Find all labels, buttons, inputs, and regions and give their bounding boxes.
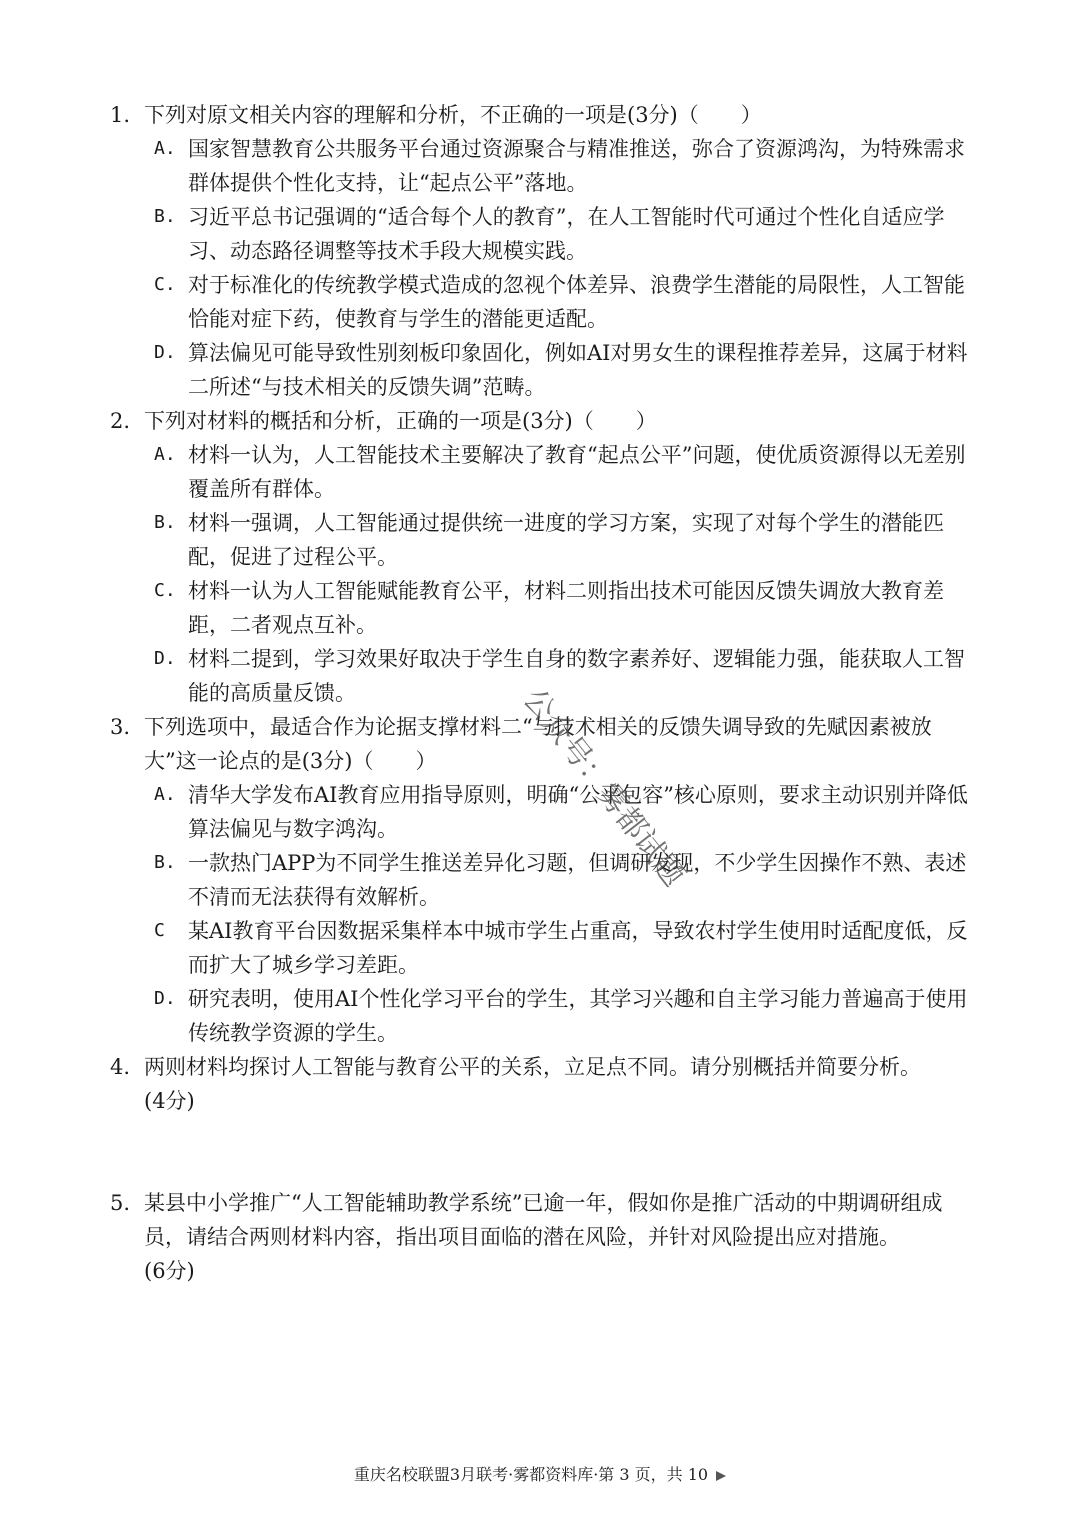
option-b xyxy=(154,846,980,914)
option-text: 材料一认为人工智能赋能教育公平，材料二则指出技术可能因反馈失调放大教育差距，二者观点互补。 xyxy=(188,579,944,637)
option-text: 材料二提到，学习效果好取决于学生自身的数字素养好、逻辑能力强，能获取人工智能的高质量反馈。 xyxy=(188,647,965,705)
arrow-icon xyxy=(716,1471,726,1481)
option-letter: B. xyxy=(154,206,176,227)
question-number: 5. xyxy=(110,1191,131,1215)
option-letter: C xyxy=(154,920,165,941)
option-d xyxy=(154,336,980,404)
option-text: 研究表明，使用AI个性化学习平台的学生，其学习兴趣和自主学习能力普遍高于使用传统教学资源的学生。 xyxy=(188,987,968,1045)
option-a xyxy=(154,438,980,506)
option-letter: D. xyxy=(154,988,176,1009)
question-number: 4. xyxy=(110,1055,131,1079)
option-letter: A. xyxy=(154,444,176,465)
option-c xyxy=(154,268,980,336)
option-letter: B. xyxy=(154,512,176,533)
question-stem: 下列对原文相关内容的理解和分析，不正确的一项是(3分)（ ） xyxy=(144,103,762,127)
question-4 xyxy=(110,1050,980,1118)
question-2 xyxy=(110,404,980,710)
page-footer xyxy=(0,1462,1080,1485)
question-stem: 某县中小学推广“人工智能辅助教学系统”已逾一年，假如你是推广活动的中期调研组成员，请结合两则材料内容，指出项目面临的潜在风险，并针对风险提出应对措施。 xyxy=(144,1191,943,1249)
option-b xyxy=(154,506,980,574)
option-text: 材料一认为，人工智能技术主要解决了教育“起点公平”问题，使优质资源得以无差别覆盖所有群体。 xyxy=(188,443,966,501)
option-letter: A. xyxy=(154,138,176,159)
option-text: 习近平总书记强调的“适合每个人的教育”，在人工智能时代可通过个性化自适应学习、动态路径调整等技术手段大规模实践。 xyxy=(188,205,945,263)
question-stem: 两则材料均探讨人工智能与教育公平的关系，立足点不同。请分别概括并简要分析。 xyxy=(144,1055,921,1079)
watermark-text: 公众号：雾都试题 xyxy=(515,682,692,894)
option-b xyxy=(154,200,980,268)
option-text: 一款热门APP为不同学生推送差异化习题，但调研发现，不少学生因操作不熟、表述不清而无法获得有效解析。 xyxy=(188,851,967,909)
option-d xyxy=(154,982,980,1050)
option-text: 算法偏见可能导致性别刻板印象固化，例如AI对男女生的课程推荐差异，这属于材料二所述“与技术相关的反馈失调”范畴。 xyxy=(188,341,968,399)
option-letter: D. xyxy=(154,648,176,669)
question-number: 2. xyxy=(110,409,131,433)
question-number: 3. xyxy=(110,715,131,739)
option-text: 国家智慧教育公共服务平台通过资源聚合与精准推送，弥合了资源鸿沟，为特殊需求群体提供个性化支持，让“起点公平”落地。 xyxy=(188,137,965,195)
option-letter: D. xyxy=(154,342,176,363)
question-stem: 下列对材料的概括和分析，正确的一项是(3分)（ ） xyxy=(144,409,657,433)
question-5 xyxy=(110,1186,980,1288)
option-a xyxy=(154,778,980,846)
option-text: 某AI教育平台因数据采集样本中城市学生占重高，导致农村学生使用时适配度低，反而扩大了城乡学习差距。 xyxy=(188,919,968,977)
question-score: (4分) xyxy=(144,1089,195,1113)
option-letter: A. xyxy=(154,784,176,805)
option-letter: C. xyxy=(154,580,176,601)
option-letter: B. xyxy=(154,852,176,873)
question-stem: 下列选项中，最适合作为论据支撑材料二“与技术相关的反馈失调导致的先赋因素被放大”这一论点的是(3分)（ ） xyxy=(144,715,932,773)
option-text: 对于标准化的传统教学模式造成的忽视个体差异、浪费学生潜能的局限性，人工智能恰能对症下药，使教育与学生的潜能更适配。 xyxy=(188,273,965,331)
question-score: (6分) xyxy=(144,1259,195,1283)
option-c xyxy=(154,574,980,642)
option-letter: C. xyxy=(154,274,176,295)
question-number: 1. xyxy=(110,103,131,127)
option-a xyxy=(154,132,980,200)
option-text: 清华大学发布AI教育应用指导原则，明确“公平包容”核心原则，要求主动识别并降低算法偏见与数字鸿沟。 xyxy=(188,783,968,841)
option-text: 材料一强调，人工智能通过提供统一进度的学习方案，实现了对每个学生的潜能匹配，促进了过程公平。 xyxy=(188,511,944,569)
option-c xyxy=(154,914,980,982)
footer-text: 重庆名校联盟3月联考·雾都资料库·第 3 页，共 10 xyxy=(353,1465,709,1484)
question-1 xyxy=(110,98,980,404)
